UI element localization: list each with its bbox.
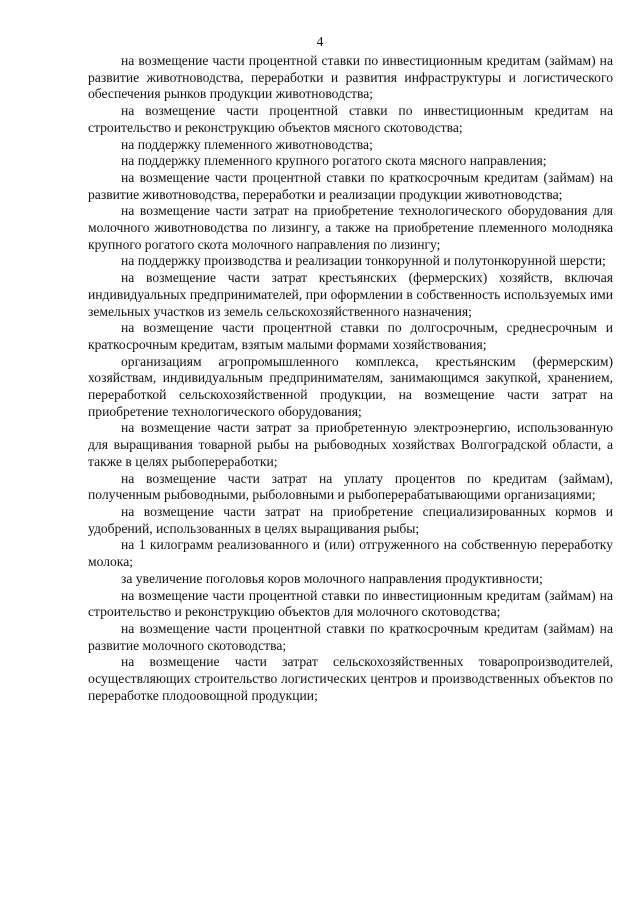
paragraph: на поддержку племенного животноводства; (121, 136, 373, 152)
paragraph: на возмещение части процентной ставки по краткосрочным кредитам (займам) на развитие животноводства, переработки и реализации продукции животноводства; (88, 169, 613, 202)
document-body (88, 53, 613, 704)
paragraph: на возмещение части затрат сельскохозяйственных товаропроизводителей, осуществляющих строительство логистических центров и производственных объектов по переработке плодоовощной продукции; (88, 654, 613, 703)
paragraph: на возмещение части процентной ставки по краткосрочным кредитам (займам) на развитие молочного скотоводства; (88, 620, 613, 653)
paragraph: организациям агропромышленного комплекса, крестьянским (фермерским) хозяйствам, индивидуальным предпринимателям, занимающимся закупкой, хранением, переработкой сельскохозяйственной продукции, на возмещение части затрат на приобретение технологического оборудования; (88, 353, 613, 419)
paragraph: на возмещение части затрат на уплату процентов по кредитам (займам), полученным рыбоводными, рыболовными и рыбоперерабатывающими организациями; (88, 470, 613, 503)
paragraph: на возмещение части затрат за приобретенную электроэнергию, использованную для выращивания товарной рыбы на рыбоводных хозяйствах Волгоградской области, а также в целях рыбопереработки; (88, 420, 613, 469)
paragraph: за увеличение поголовья коров молочного направления продуктивности; (121, 570, 543, 586)
paragraph: на возмещение части затрат на приобретение специализированных кормов и удобрений, использованных в целях выращивания рыбы; (88, 503, 613, 536)
paragraph: на возмещение части процентной ставки по инвестиционным кредитам (займам) на строительство и реконструкцию объектов для молочного скотоводства; (88, 587, 613, 620)
paragraph: на возмещение части процентной ставки по инвестиционным кредитам на строительство и реконструкцию объектов мясного скотоводства; (88, 103, 613, 135)
paragraph: на 1 килограмм реализованного и (или) отгруженного на собственную переработку молока; (88, 537, 613, 570)
paragraph: на возмещение части процентной ставки по долгосрочным, среднесрочным и краткосрочным кредитам, взятым малыми формами хозяйствования; (88, 320, 613, 352)
page-number: 4 (316, 34, 324, 49)
paragraph: на поддержку производства и реализации тонкорунной и полутонкорунной шерсти; (121, 253, 606, 269)
paragraph: на возмещение части затрат на приобретение технологического оборудования для молочного животноводства по лизингу, а также на приобретение племенного молодняка крупного рогатого скота молочного направления по лизингу; (88, 203, 613, 252)
paragraph: на возмещение части процентной ставки по инвестиционным кредитам (займам) на развитие животноводства, переработки и развития инфраструктуры и логистического обеспечения рынков продукции животноводства; (88, 53, 613, 102)
paragraph: на возмещение части затрат крестьянских (фермерских) хозяйств, включая индивидуальных предпринимателей, при оформлении в собственность используемых ими земельных участков из земель сельскохозяйственного назначения; (88, 270, 613, 319)
paragraph: на поддержку племенного крупного рогатого скота мясного направления; (121, 153, 547, 169)
